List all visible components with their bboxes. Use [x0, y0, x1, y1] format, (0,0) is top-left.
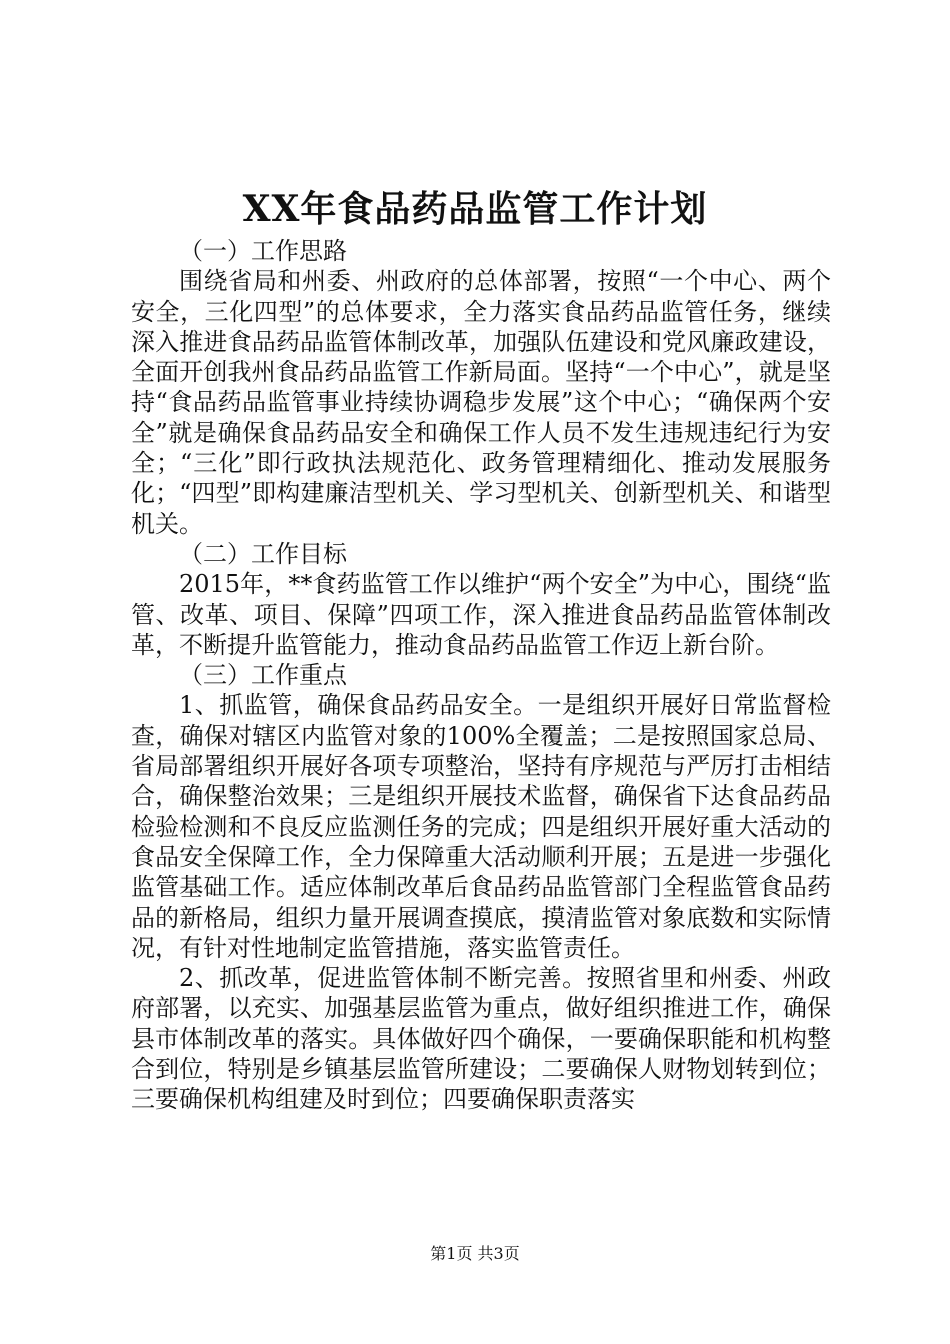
paragraph-approach: 围绕省局和州委、州政府的总体部署，按照“一个中心、两个安全，三化四型”的总体要求，全力落实食品药品监管任务，继续深入推进食品药品监管体制改革，加强队伍建设和党风廉政建设，全面开创我州食品药品监管工作新局面。坚持“一个中心”，就是坚持“食品药品监管事业持续协调稳步发展”这个中心；“确保两个安全”就是确保食品药品安全和确保工作人员不发生违规违纪行为安全；“三化”即行政执法规范化、政务管理精细化、推动发展服务化；“四型”即构建廉洁型机关、学习型机关、创新型机关、和谐型机关。	[131, 267, 831, 538]
section-heading-priorities: （三）工作重点	[179, 661, 347, 690]
document-title: XX年食品药品监管工作计划	[242, 188, 708, 230]
paragraph-priority-reform: 2、抓改革，促进监管体制不断完善。按照省里和州委、州政府部署，以充实、加强基层监管为重点，做好组织推进工作，确保县市体制改革的落实。具体做好四个确保，一要确保职能和机构整合到位，特别是乡镇基层监管所建设；二要确保人财物划转到位；三要确保机构组建及时到位；四要确保职责落实	[131, 964, 831, 1114]
document-body	[131, 236, 831, 1115]
page-number-footer: 第1页 共3页	[430, 1244, 520, 1263]
section-heading-goals: （二）工作目标	[179, 539, 347, 568]
paragraph-priority-supervision: 1、抓监管，确保食品药品安全。一是组织开展好日常监督检查，确保对辖区内监管对象的100%全覆盖；二是按照国家总局、省局部署组织开展好各项专项整治，坚持有序规范与严厉打击相结合，确保整治效果；三是组织开展技术监督，确保省下达食品药品检验检测和不良反应监测任务的完成；四是组织开展好重大活动的食品安全保障工作，全力保障重大活动顺利开展；五是进一步强化监管基础工作。适应体制改革后食品药品监管部门全程监管食品药品的新格局，组织力量开展调查摸底，摸清监管对象底数和实际情况，有针对性地制定监管措施，落实监管责任。	[131, 691, 831, 962]
paragraph-goals: 2015年，**食药监管工作以维护“两个安全”为中心，围绕“监管、改革、项目、保障”四项工作，深入推进食品药品监管体制改革，不断提升监管能力，推动食品药品监管工作迈上新台阶。	[131, 570, 831, 659]
section-heading-approach: （一）工作思路	[179, 237, 347, 265]
